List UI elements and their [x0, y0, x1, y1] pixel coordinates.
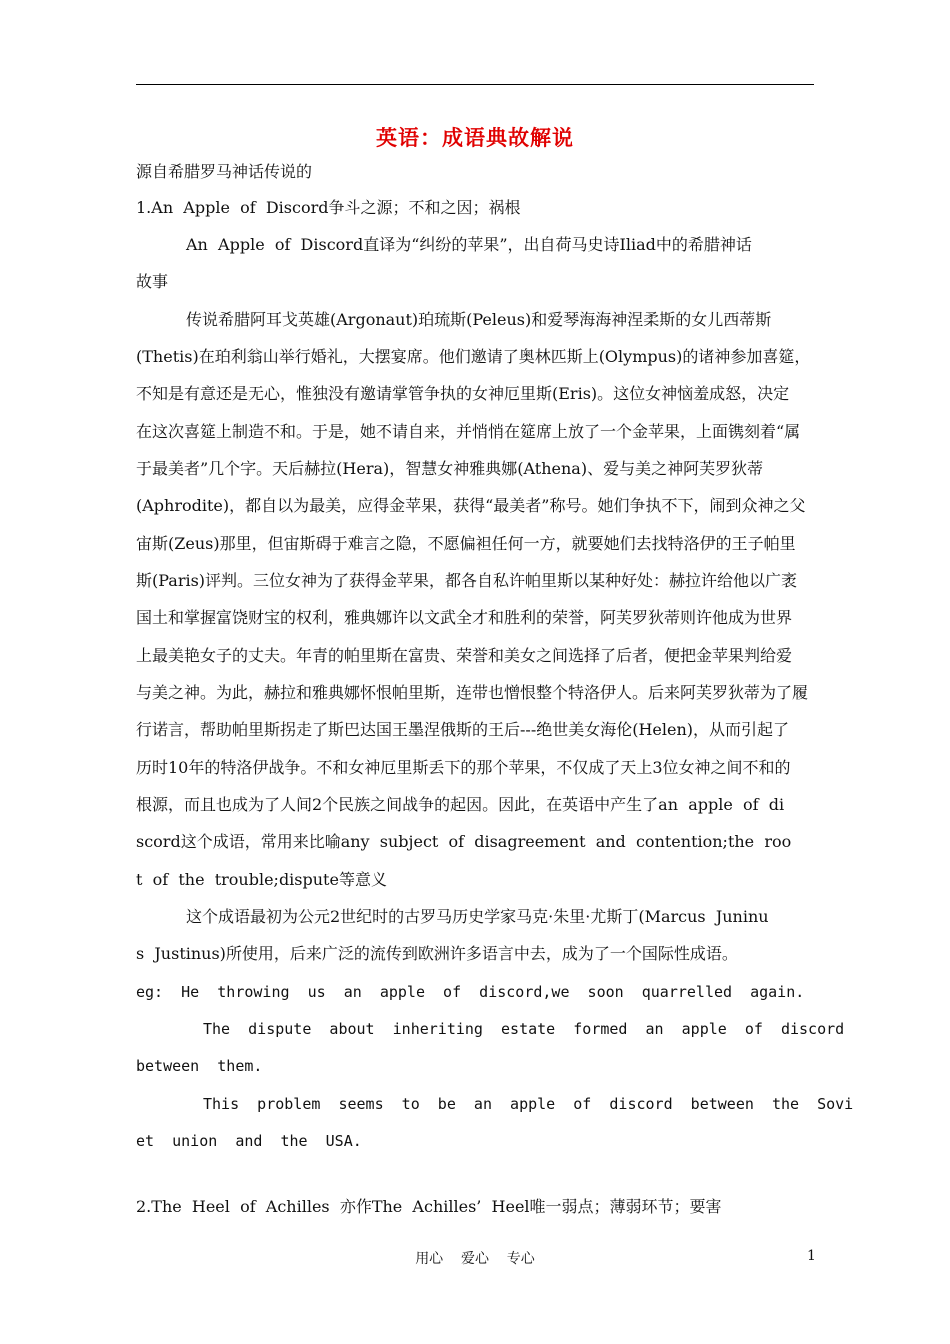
paragraph-line: scord这个成语，常用来比喻any subject of disagreement and contention;the roo — [136, 832, 792, 851]
paragraph-line: 传说希腊阿耳戈英雄(Argonaut)珀琉斯(Peleus)和爱琴海海神涅柔斯的女儿西蒂斯 — [186, 310, 772, 329]
example-line: eg: He throwing us an apple of discord,we soon quarrelled again. — [136, 983, 805, 1001]
paragraph-line: (Thetis)在珀利翁山举行婚礼，大摆宴席。他们邀请了奥林匹斯上(Olympus)的诸神参加喜筵， — [136, 347, 811, 366]
document-title: 英语：成语典故解说 — [376, 125, 574, 150]
paragraph-line: 宙斯(Zeus)那里，但宙斯碍于难言之隐，不愿偏袒任何一方，就要她们去找特洛伊的王子帕里 — [136, 534, 796, 553]
paragraph-line: 国土和掌握富饶财宝的权利，雅典娜许以文武全才和胜利的荣誉，阿芙罗狄蒂则许他成为世界 — [136, 608, 793, 627]
paragraph-line: 斯(Paris)评判。三位女神为了获得金苹果，都各自私许帕里斯以某种好处：赫拉许给他以广袤 — [136, 571, 798, 590]
paragraph-line: 故事 — [136, 272, 169, 291]
page-number: 1 — [807, 1248, 816, 1264]
example-line: The dispute about inheriting estate formed an apple of discord — [203, 1020, 845, 1038]
paragraph-line: 在这次喜筵上制造不和。于是，她不请自来，并悄悄在筵席上放了一个金苹果，上面镌刻着“属 — [136, 422, 801, 441]
paragraph-line: 与美之神。为此，赫拉和雅典娜怀恨帕里斯，连带也憎恨整个特洛伊人。后来阿芙罗狄蒂为了履 — [136, 683, 809, 702]
paragraph-line: 于最美者”几个字。天后赫拉(Hera)，智慧女神雅典娜(Athena)、爱与美之神阿芙罗狄蒂 — [136, 459, 764, 478]
section-intro: 源自希腊罗马神话传说的 — [136, 162, 313, 181]
example-line: This problem seems to be an apple of discord between the Sovi — [203, 1095, 854, 1113]
paragraph-line: t of the trouble;dispute等意义 — [136, 870, 387, 889]
paragraph-line: 行诺言，帮助帕里斯拐走了斯巴达国王墨涅俄斯的王后---绝世美女海伦(Helen)，从而引起了 — [136, 720, 790, 739]
paragraph-line: 历时10年的特洛伊战争。不和女神厄里斯丢下的那个苹果，不仅成了天上3位女神之间不和的 — [136, 758, 791, 777]
example-line: between them. — [136, 1057, 263, 1075]
paragraph-line: (Aphrodite)，都自以为最美，应得金苹果，获得“最美者”称号。她们争执不下，闹到众神之父 — [136, 496, 806, 515]
paragraph-line: s Justinus)所使用，后来广泛的流传到欧洲许多语言中去，成为了一个国际性成语。 — [136, 944, 738, 963]
paragraph-line: 不知是有意还是无心，惟独没有邀请掌管争执的女神厄里斯(Eris)。这位女神恼羞成怒，决定 — [136, 384, 790, 403]
paragraph-line: An Apple of Discord直译为“纠纷的苹果”，出自荷马史诗Iliad中的希腊神话 — [186, 235, 752, 254]
idiom-heading-1: 1.An Apple of Discord争斗之源；不和之因；祸根 — [136, 198, 521, 217]
paragraph-line: 根源，而且也成为了人间2个民族之间战争的起因。因此，在英语中产生了an apple of di — [136, 795, 785, 814]
example-line: et union and the USA. — [136, 1132, 362, 1150]
footer-motto: 用心 爱心 专心 — [415, 1251, 535, 1267]
idiom-heading-2: 2.The Heel of Achilles 亦作The Achilles’ Heel唯一弱点；薄弱环节；要害 — [136, 1197, 722, 1216]
paragraph-line: 这个成语最初为公元2世纪时的古罗马历史学家马克·朱里·尤斯丁(Marcus Juninu — [186, 907, 769, 926]
paragraph-line: 上最美艳女子的丈夫。年青的帕里斯在富贵、荣誉和美女之间选择了后者，便把金苹果判给爱 — [136, 646, 793, 665]
header-rule — [136, 84, 814, 85]
